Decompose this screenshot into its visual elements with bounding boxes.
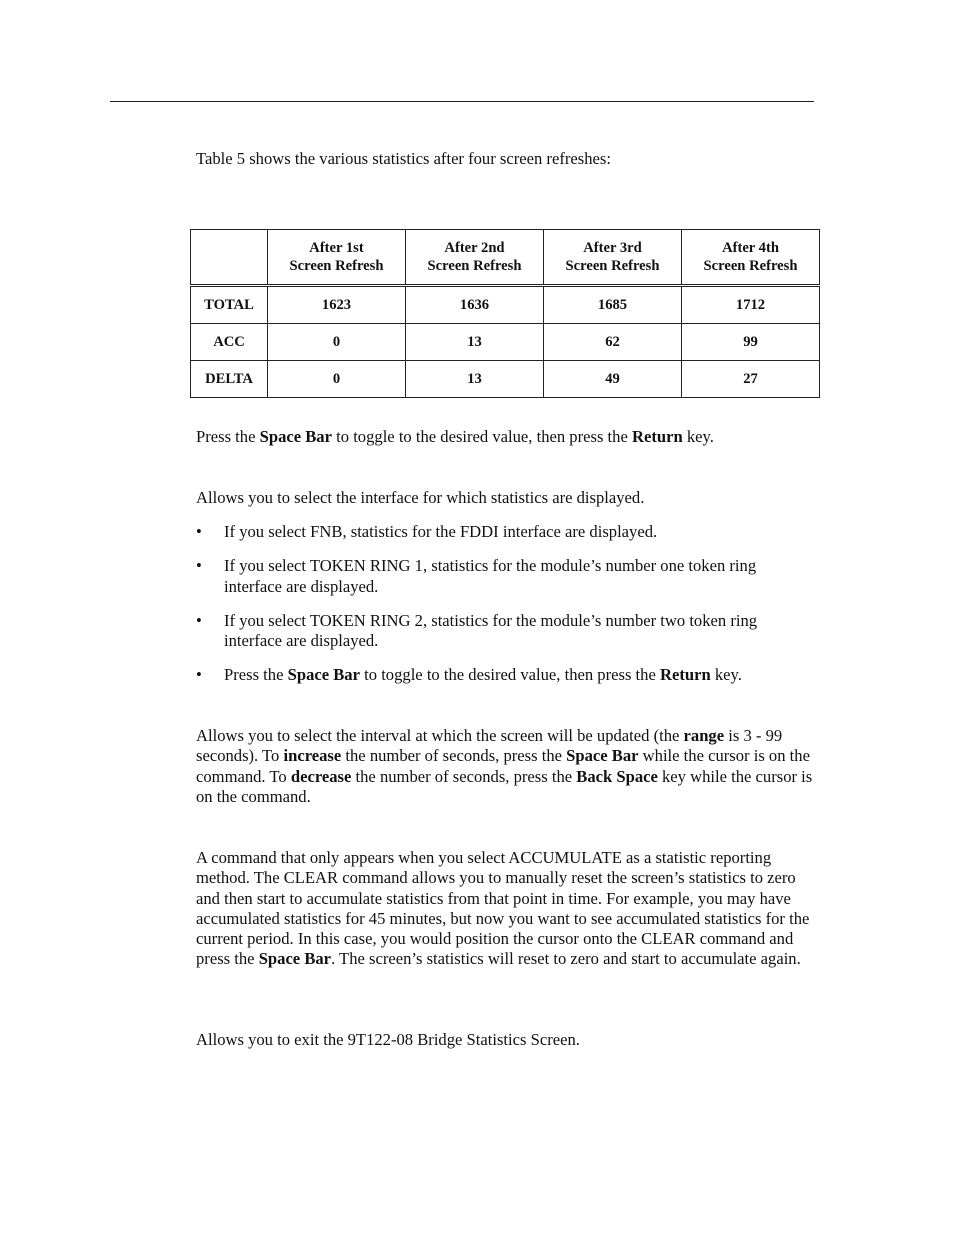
table-row <box>191 324 820 361</box>
table-row <box>191 286 820 324</box>
interface-paragraph: Allows you to select the interface for which statistics are displayed. <box>196 488 645 507</box>
text-run: key while the cursor is on the command. <box>196 766 813 806</box>
column-header-line: After 2nd <box>444 240 505 256</box>
list-item <box>196 522 816 542</box>
table-cell: 0 <box>268 324 406 361</box>
list-item <box>196 611 816 652</box>
key-name: Return <box>659 665 711 685</box>
column-header-line: Screen Refresh <box>703 258 798 274</box>
intro-paragraph: Table 5 shows the various statistics after four screen refreshes: <box>196 149 611 168</box>
bullet-glyph: • <box>196 556 202 576</box>
list-item-text: If you select TOKEN RING 2, statistics for the module’s number two token ring interface are displayed. <box>224 610 758 651</box>
interface-bullet-list <box>196 522 816 686</box>
list-item-text <box>224 665 742 684</box>
key-name: Space Bar <box>258 949 332 969</box>
column-header-line: After 4th <box>722 240 779 256</box>
row-label: ACC <box>191 324 268 361</box>
key-name: Space Bar <box>566 746 639 766</box>
header-rule <box>110 101 814 102</box>
table-cell: 99 <box>682 324 820 361</box>
table-corner-cell <box>191 230 268 286</box>
column-header-line: Screen Refresh <box>289 258 384 274</box>
bullet-glyph: • <box>196 665 202 685</box>
emphasis: range <box>683 726 725 745</box>
clear-paragraph <box>196 848 816 970</box>
key-name: Space Bar <box>287 665 360 685</box>
text-run: the number of seconds, press the <box>341 746 567 766</box>
text-run: key. <box>682 427 714 446</box>
interval-paragraph <box>196 726 816 807</box>
column-header-line: Screen Refresh <box>565 258 660 274</box>
column-header-line: After 3rd <box>583 240 642 256</box>
column-header-4 <box>682 230 820 286</box>
text-run: Press the <box>196 427 260 446</box>
column-header-2 <box>406 230 544 286</box>
column-header-3 <box>544 230 682 286</box>
row-label: TOTAL <box>191 286 268 324</box>
text-run: to toggle to the desired value, then press the <box>331 427 632 446</box>
text-run: key. <box>710 665 742 685</box>
text-run: Press the <box>224 665 288 685</box>
bullet-glyph: • <box>196 522 202 541</box>
table-header-row <box>191 230 820 286</box>
list-item <box>196 665 816 685</box>
table-cell: 62 <box>544 324 682 361</box>
table-cell: 49 <box>544 361 682 398</box>
text-run: Allows you to select the interval at which the screen will be updated (the <box>196 726 684 745</box>
text-run: to toggle to the desired value, then press the <box>359 665 660 685</box>
table-cell: 13 <box>406 324 544 361</box>
table-row <box>191 361 820 398</box>
table-cell: 13 <box>406 361 544 398</box>
emphasis: increase <box>283 746 342 766</box>
row-label: DELTA <box>191 361 268 398</box>
text-run: A command that only appears when you select ACCUMULATE as a statistic reporting method. The CLEAR command allows you to manually reset the screen’s statistics to zero and then start to accumulate statistics from that point in time. For example, you may have accumulated statistics for 45 minutes, but now you want to see accumulated statistics for the current period. In this case, you would position the cursor onto the CLEAR command and press the <box>196 848 810 969</box>
table-cell: 1712 <box>682 286 820 324</box>
text-run: is 3 - 99 seconds). To <box>196 726 783 766</box>
emphasis: decrease <box>290 766 352 786</box>
statistics-table <box>190 229 820 398</box>
bullet-glyph: • <box>196 610 202 630</box>
table-cell: 27 <box>682 361 820 398</box>
list-item <box>196 556 816 597</box>
column-header-line: Screen Refresh <box>427 258 522 274</box>
key-name: Return <box>631 427 683 446</box>
key-name: Back Space <box>576 766 658 786</box>
column-header-1 <box>268 230 406 286</box>
table-cell: 1623 <box>268 286 406 324</box>
table-cell: 1685 <box>544 286 682 324</box>
text-run: . The screen’s statistics will reset to zero and start to accumulate again. <box>331 949 801 969</box>
table-cell: 0 <box>268 361 406 398</box>
exit-paragraph: Allows you to exit the 9T122-08 Bridge Statistics Screen. <box>196 1030 580 1049</box>
list-item-text: If you select TOKEN RING 1, statistics for the module’s number one token ring interface are displayed. <box>224 556 757 596</box>
toggle-paragraph <box>196 427 816 447</box>
column-header-line: After 1st <box>309 240 364 256</box>
table-cell: 1636 <box>406 286 544 324</box>
list-item-text: If you select FNB, statistics for the FDDI interface are displayed. <box>224 522 658 541</box>
text-run: while the cursor is on the command. To <box>196 746 810 786</box>
key-name: Space Bar <box>259 427 332 446</box>
text-run: the number of seconds, press the <box>351 766 577 786</box>
